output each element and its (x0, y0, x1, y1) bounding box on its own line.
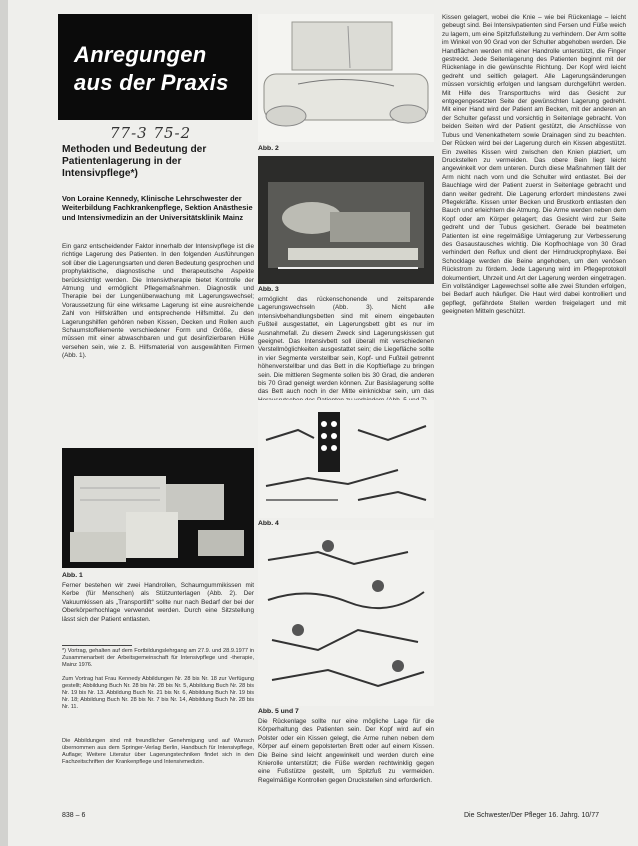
figure-1-caption: Abb. 1 (62, 572, 83, 579)
page-edge-shadow (0, 0, 8, 846)
col3-text: Kissen gelagert, wobei die Knie – wie bei Rückenlage – leicht gebeugt sind. Bei Intensivpatienten sind Fersen und Füße weich zu lagern, um eine Spitzfußstellung zu verhindern. Der Arm sollte im Winkel von 90 Grad von der Schulter abgehoben werden. Die Handflächen werden mit einer Handrolle unterstützt, die Finger gestreckt. Jede Seitenlagerung des Patienten beginnt mit der Rückenlage in die gewünschte Richtung. Der Kopf wird leicht gedreht und seitlich gelagert. Alle Lagerungsänderungen müssen vorsichtig erfolgen und langsam durchgeführt werden. Mit Hilfe des Transporttuchs wird das Gesicht zur entgegengesetzten Seite der gewünschten Lagerung gedreht. Mit einer Hand wird der Patient am Becken, mit der anderen an der Schulter gefasst und vorsichtig in Seitenlage gebracht. Von beiden Seiten wird der Patient gestützt, die Anschlüsse von Tubus und Venenkathetern sowie Drainagen sind zu beachten. Der Rücken wird bei der Lagerung durch ein Kissen abgestützt. Ein zweites Kissen wird zwischen den Knien platziert, um Druckstellen zu vermeiden. Das obere Bein liegt leicht angewinkelt vor dem unteren. Durch diese Maßnahmen fällt der Arm nicht nach vorn und die Schulter wird entlastet. Bei der Bauchlage wird der Patient zuerst in Seitenlage gebracht und dann weiter gedreht. Die Lagerung erfordert mindestens zwei Pflegekräfte. Kissen unter Becken und Brustkorb entlasten den Bauch und erleichtern die Atmung. Die Arme werden neben dem Kopf oder am Körper gelagert; das Gesicht wird zur Seite gedreht und der Tubus gesichert. Gerade bei beatmeten Patienten ist eine regelmäßige Umlagerung zur Verbesserung des Gasaustausches wichtig. Die Kopfhochlage von 30 Grad verhindert den Reflux und dient der Hirndruckprophylaxe. Bei Schocklage werden die Beine angehoben, um den venösen Rückstrom zu fördern. Jede Lagerung wird im Pflegeprotokoll dokumentiert, Uhrzeit und Art der Lagerung werden eingetragen. Ein vollständiger Lagewechsel sollte alle zwei Stunden erfolgen, bei Bedarf auch häufiger. Die Haut wird dabei kontrolliert und gepflegt, gefährdete Stellen werden freigelagert und mit geeigneten Mitteln geschützt. (442, 14, 626, 316)
figure-3-caption: Abb. 3 (258, 286, 279, 293)
banner-line-2: aus der Praxis (74, 70, 229, 95)
col1-figure-text: Ferner bestehen wir zwei Handrollen, Schaumgummikissen mit Kerbe (für Menschen) als Stützunterlagen (Abb. 2). Der Vakuumkissen als „Transportlift“ sollte nur nach Bedarf der bei der Oberkörperhochlage verwendet werden. Durch eine Sitzstellung lässt sich der Patient entlasten. (62, 582, 254, 623)
col2-text: ermöglicht das rückenschonende und zeitsparende Lagerungswechseln (Abb. 3). Nicht alle Intensivbehandlungsbetten sind mit einem eingebauten Fußteil ausgestattet, ein Lagerungsbett gibt es nur im Ausnahmefall. Zu diesem Zweck sind Lagerungskissen gut geeignet. Das Intensivbett soll überall mit verschiedenen Verstellmöglichkeiten ausgestattet sein; die Liegefläche sollte in vier Segmente verstellbar sein, Kopf- und Fußteil getrennt höhenverstellbar und das Bett in die Kopftieflage zu bringen sein. Die mittleren Segmente sollen bis 30 Grad, die anderen bis 70 Grad geneigt werden können. Zur Basislagerung sollte das Bett auch noch in der Mitte einknickbar sein, um das (258, 296, 434, 396)
credits-text: Die Abbildungen sind mit freundlicher Genehmigung und auf Wunsch übernommen aus dem Springer-Verlag Berlin, Handbuch für Intensivpflege, Auflage; Weitere Literatur über Lagerungstechniken findet sich in den Fachzeitschriften der Krankenpflege und Intensivmedizin. (62, 738, 254, 765)
positioning-aids-illustration (258, 14, 434, 142)
references-text: Zum Vortrag hat Frau Kennedy Abbildungen Nr. 28 bis Nr. 18 zur Verfügung gestellt; Abbildung Buch Nr. 28 bis Nr. 28 bis Nr. 5, Abbildung Buch Nr. 28 bis Nr. 19 bis Nr. 13. Abbildung Buch Nr. 21 bis Nr. 6, Abbildung Buch Nr. 19 bis Nr. 18; Abbildung Buch Nr. 28 bis Nr. 7 bis Nr. 14, Abbildung Buch Nr. 28 bis Nr. 11. (62, 676, 254, 710)
figure-1-photo (62, 448, 254, 568)
col1-intro-text: Ein ganz entscheidender Faktor innerhalb der Intensivpflege ist die richtige Lagerung des Patienten. In den folgenden Ausführungen soll über die Lagerungsarten und deren Bedeutung gesprochen und prophylaktische, diagnostische und therapeutische Aspekte berücksichtigt werden. Die Intensivtherapie bietet Kontrolle der Atmung und ermöglicht Pflegemaßnahmen. Diagnostik und Therapie bei der Lungenüberwachung mit Lagerungswechsel; Voraussetzung für eine wirksame Lagerung ist eine ausreichende Zahl von Hilfskräften und entsprechende Hilfsmittel. Zu den Lagerungshilfen gehören neben Kissen, Decken und Rollen auch Schaumstoffelemente verschiedener Form und Größe, diese müssen mit einer abwaschbaren und gut desinfizierbaren Hülle versehen sein, wie z. B. Hilfsmaterial von ausgewählten Firmen (Abb. 1). (62, 243, 254, 360)
figure-5-7-diagram (258, 530, 434, 706)
col2-bottom-text: Die Rückenlage sollte nur eine mögliche Lage für die Körperhaltung des Patienten sein. Der Kopf wird auf ein Polster oder ein Kissen gelegt, die Arme ruhen neben dem Körper auf einem gepolsterten Brett oder auf einem Kissen. Die Beine sind leicht angewinkelt und werden durch eine Knierolle unterstützt; die Füße werden rechtwinklig gegen eine Fußstütze gestellt, um Spitzfuß zu vermeiden. Regelmäßige Kontrollen gegen Druckstellen sind erforderlich. (258, 718, 434, 784)
handwritten-note: 77-3 75-2 (110, 124, 192, 142)
figure-3-photo (258, 156, 434, 284)
bed-positions-diagram-a (258, 400, 434, 518)
footnote-rule (62, 645, 132, 646)
patient-lift-illustration (258, 156, 434, 284)
figure-2-caption: Abb. 2 (258, 145, 279, 152)
figure-2-photo (258, 14, 434, 142)
bed-positions-diagram-b (258, 530, 434, 706)
page-number: 838 – 6 (62, 812, 86, 819)
figure-5-7-caption: Abb. 5 und 7 (258, 708, 299, 715)
foam-cushions-illustration (62, 448, 254, 568)
article-title: Methoden und Bedeutung der Patientenlagerung in der Intensivpflege*) (62, 144, 207, 179)
figure-4-diagram (258, 400, 434, 518)
banner-line-1: Anregungen (74, 42, 207, 67)
journal-reference: Die Schwester/Der Pfleger 16. Jahrg. 10/77 (464, 812, 600, 819)
footnote-text: *) Vortrag, gehalten auf dem Fortbildungslehrgang am 27.9. und 28.9.1977 in Zusammenarbeit der Arbeitsgemeinschaft für Intensivpflege und -therapie, Mainz 1976. (62, 648, 254, 668)
section-banner (58, 14, 252, 120)
figure-4-caption: Abb. 4 (258, 520, 279, 527)
article-authors: Von Loraine Kennedy, Klinische Lehrschwester der Weiterbildung Fachkrankenpflege, Sektion Anästhesie und Intensivmedizin an der Universitätsklinik Mainz (62, 194, 253, 222)
